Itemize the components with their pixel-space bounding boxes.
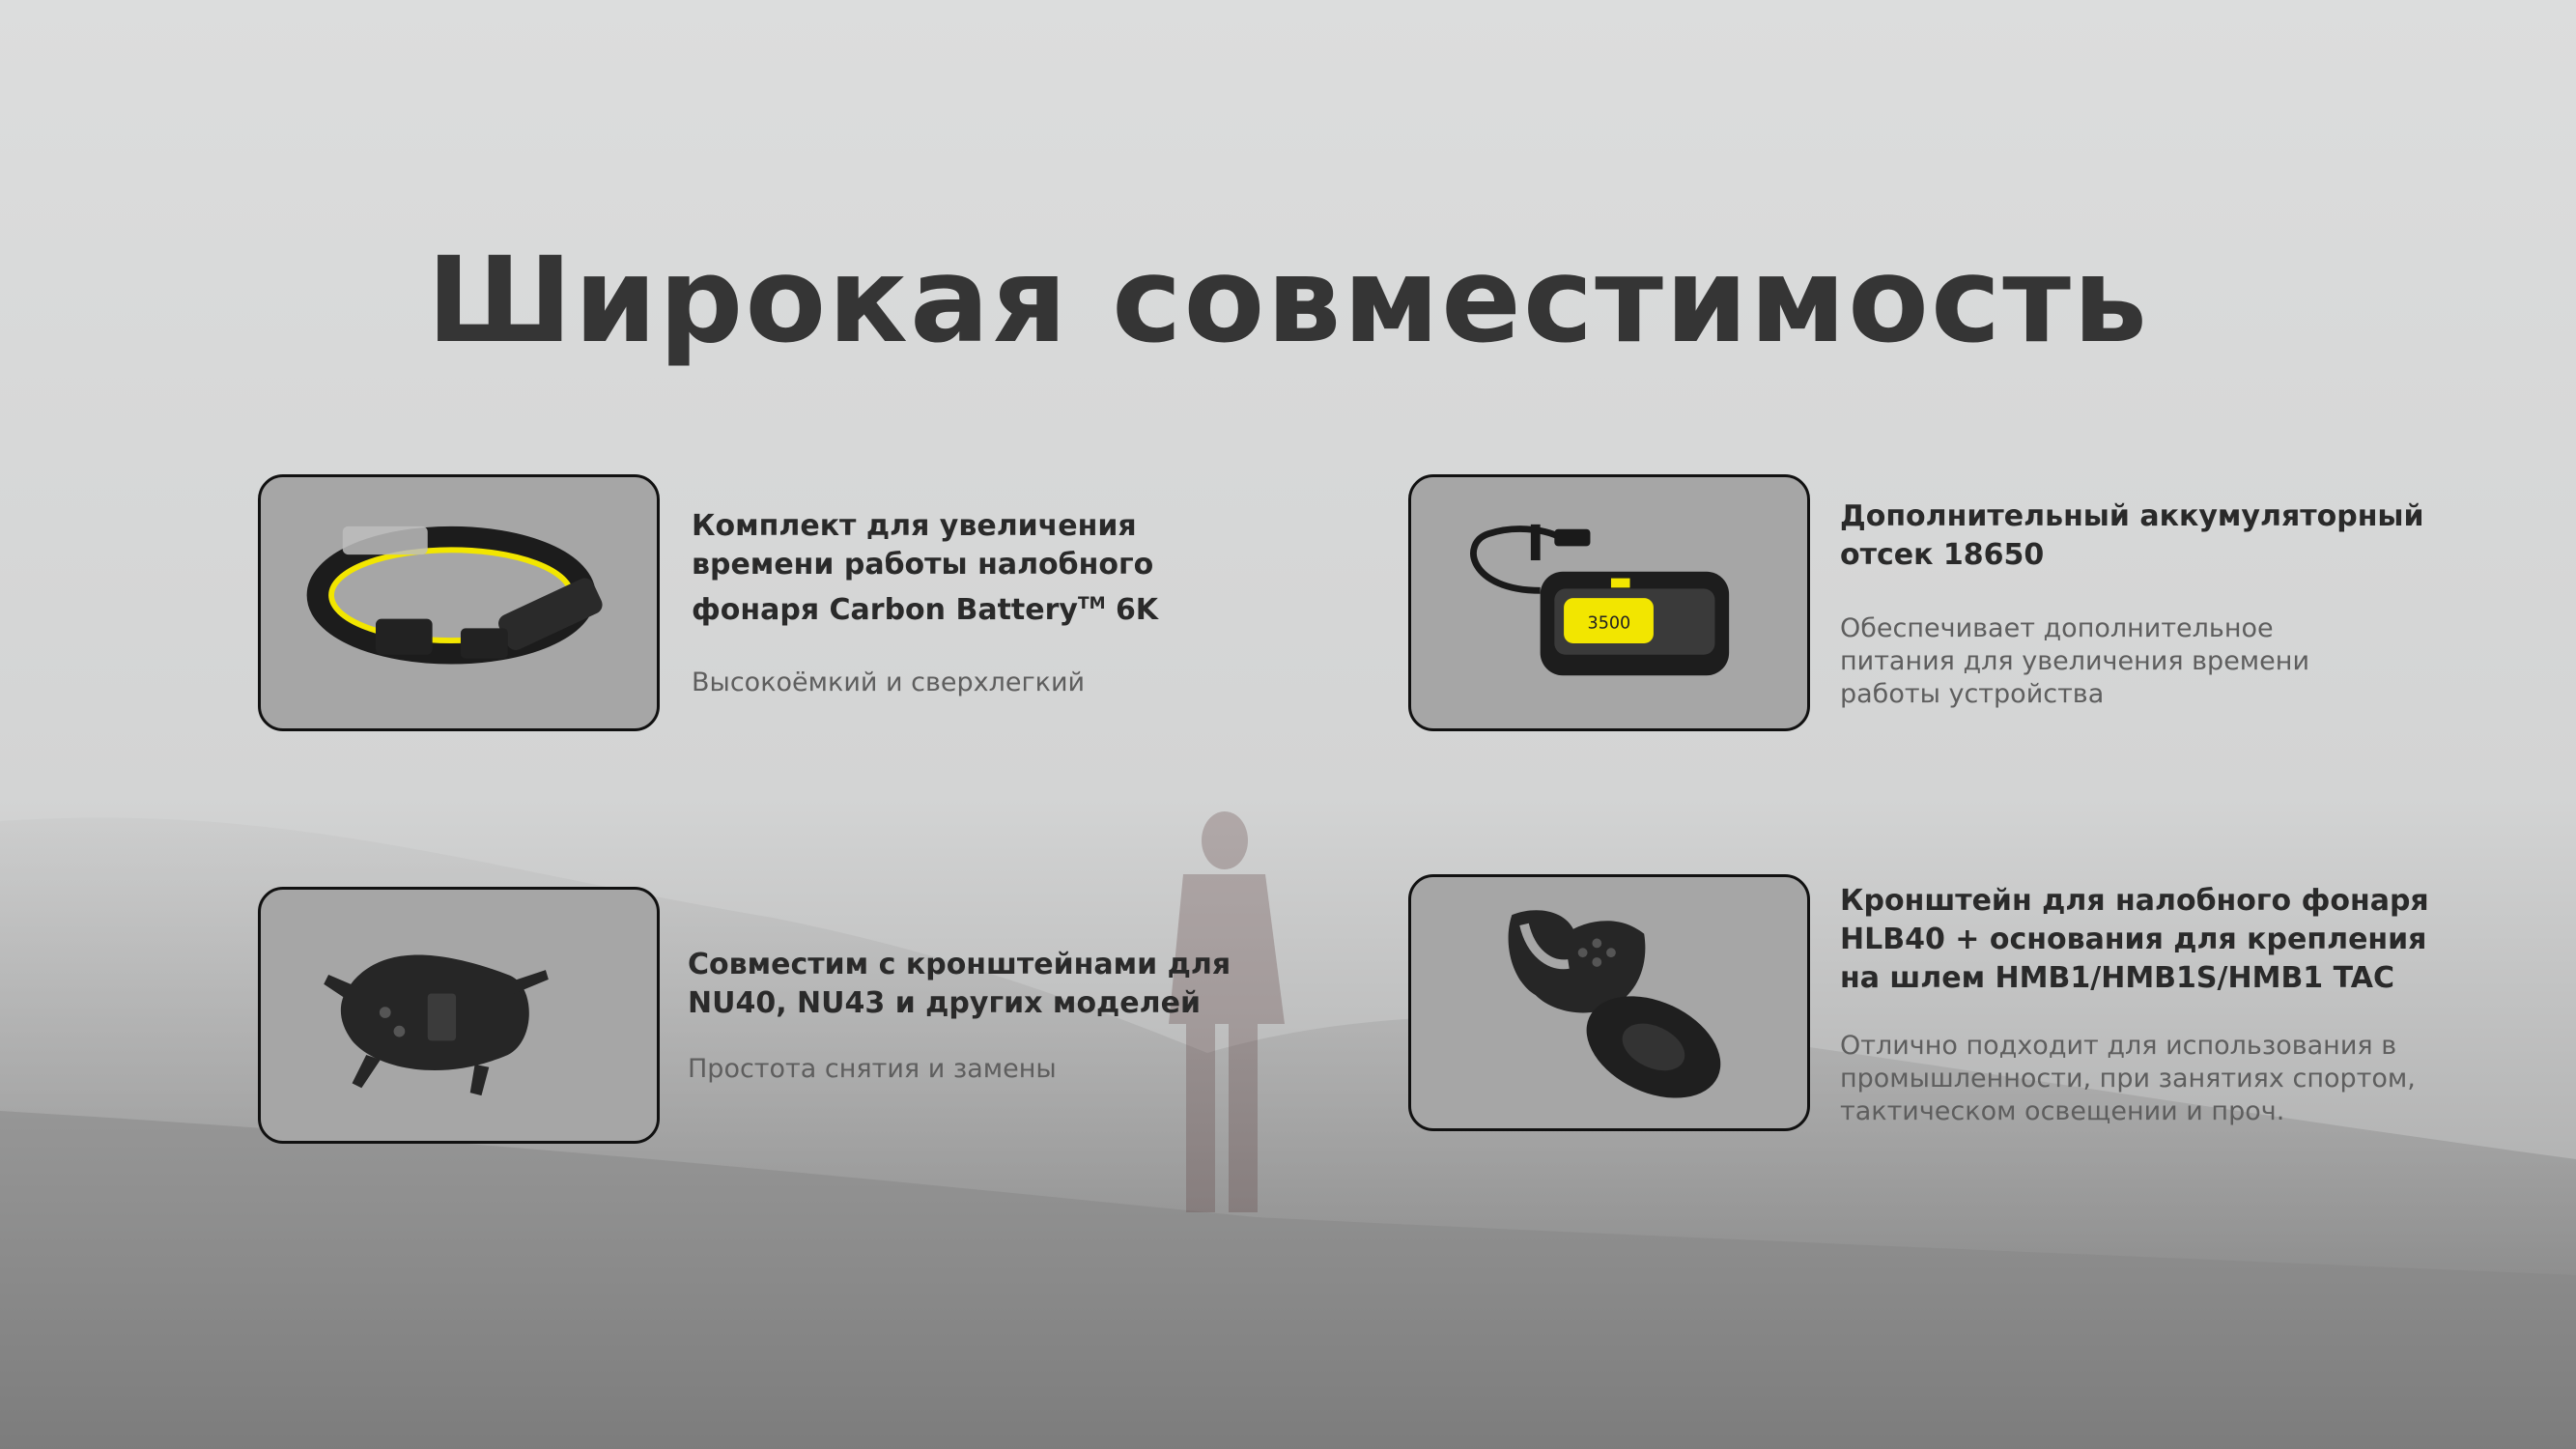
item-3-heading-line-2: NU40, NU43 и других моделей	[688, 986, 1201, 1020]
mount-bracket-icon	[261, 890, 657, 1141]
item-4-description-line-1: Отлично подходит для использования в	[1840, 1031, 2397, 1061]
item-2-description-line-2: питания для увеличения времени	[1840, 646, 2309, 676]
item-2-description	[1840, 612, 2309, 711]
item-4-description	[1840, 1030, 2416, 1128]
item-1-heading-suffix: 6K	[1115, 593, 1159, 627]
item-4-description-line-3: тактическом освещении и проч.	[1840, 1096, 2285, 1126]
item-2-description-line-1: Обеспечивает дополнительное	[1840, 613, 2274, 643]
headband-battery-icon	[261, 477, 657, 728]
item-2-heading-line-2: отсек 18650	[1840, 538, 2045, 572]
item-3-heading-line-1: Совместим с кронштейнами для	[688, 948, 1231, 981]
item-2-description-line-3: работы устройства	[1840, 679, 2105, 709]
helmet-mount-image	[1408, 874, 1810, 1131]
item-1-heading-line-1: Комплект для увеличения	[692, 509, 1137, 543]
item-2-heading	[1840, 497, 2424, 575]
item-4-heading-line-3: на шлем HMB1/HMB1S/HMB1 TAC	[1840, 961, 2394, 995]
item-1-description: Высокоёмкий и сверхлегкий	[692, 668, 1086, 697]
helmet-mount-icon	[1411, 877, 1807, 1128]
page-title: Широкая совместимость	[426, 232, 2150, 369]
item-2-heading-line-1: Дополнительный аккумуляторный	[1840, 499, 2424, 533]
trademark-mark: TM	[1077, 594, 1106, 613]
battery-compartment-icon	[1411, 477, 1807, 728]
item-4-description-line-2: промышленности, при занятиях спортом,	[1840, 1064, 2416, 1094]
mount-bracket-image	[258, 887, 660, 1144]
item-3-description: Простота снятия и замены	[688, 1054, 1057, 1084]
battery-capacity-label: 3500	[1587, 613, 1631, 634]
battery-compartment-image	[1408, 474, 1810, 731]
item-1-heading	[692, 507, 1158, 630]
item-4-heading-line-1: Кронштейн для налобного фонаря	[1840, 884, 2429, 918]
headband-battery-image	[258, 474, 660, 731]
item-4-heading	[1840, 882, 2429, 998]
item-1-heading-line-3: фонаря Carbon Battery	[692, 593, 1078, 627]
item-3-heading	[688, 946, 1231, 1023]
item-1-heading-line-2: времени работы налобного	[692, 548, 1154, 582]
item-4-heading-line-2: HLB40 + основания для крепления	[1840, 923, 2427, 956]
